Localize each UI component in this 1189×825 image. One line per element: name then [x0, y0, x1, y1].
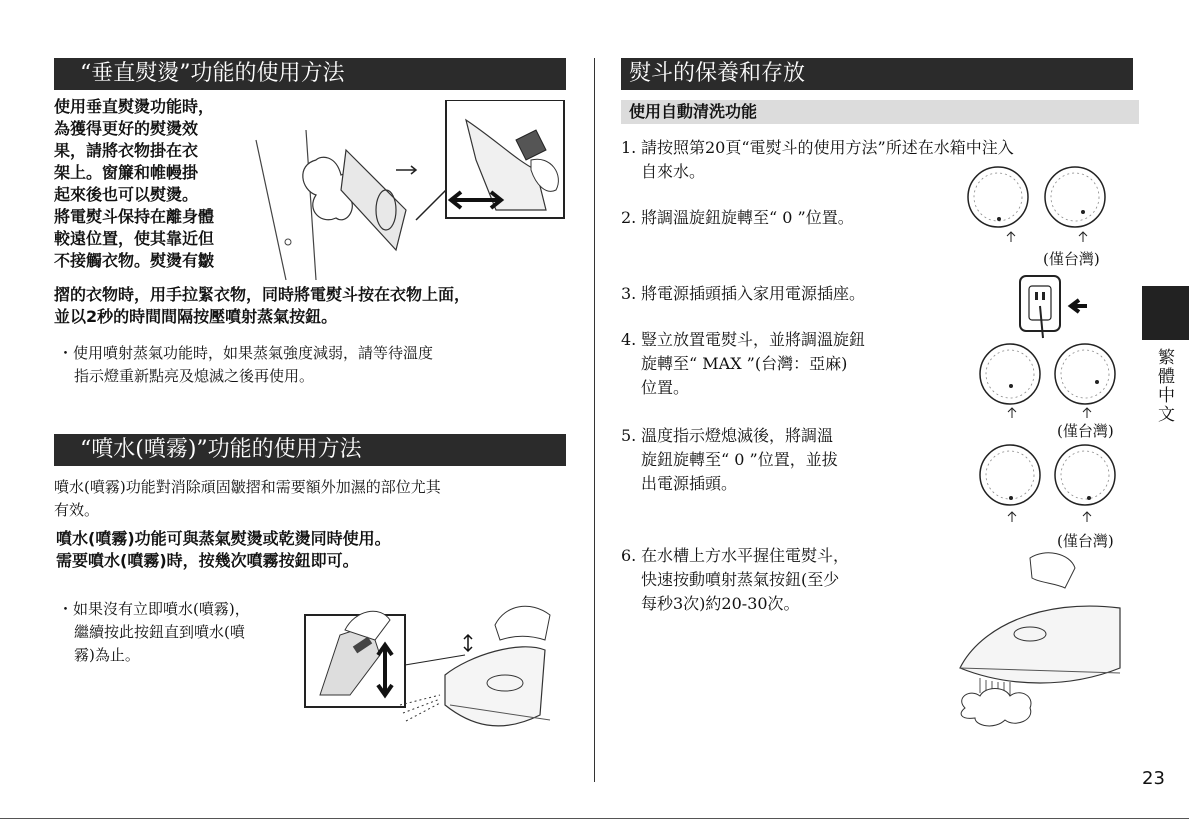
step-text: 在水槽上方水平握住電熨斗， — [641, 546, 850, 565]
instruction-line: 需要噴水(噴霧)時，按幾次噴霧按鈕即可。 — [56, 551, 359, 570]
spray-note — [58, 598, 308, 667]
instruction-line: 摺的衣物時，用手拉緊衣物，同時將電熨斗按在衣物上面， — [54, 285, 471, 304]
step-number: 1. — [621, 138, 637, 157]
sink-cleaning-illustration — [950, 548, 1130, 738]
intro-line: 架上。窗簾和帷幔掛 — [54, 163, 199, 182]
intro-line: 有效。 — [54, 501, 100, 519]
step-6 — [621, 544, 849, 616]
step-number: 3. — [621, 284, 637, 303]
power-socket-illustration — [1015, 272, 1095, 342]
taiwan-only-note: (僅台灣) — [1043, 250, 1100, 268]
intro-line: 為獲得更好的熨燙效 — [54, 119, 199, 138]
step-text: 旋轉至“ MAX ”(台灣：亞麻) — [641, 354, 848, 373]
intro-line: 噴水(噴霧)功能對消除頑固皺摺和需要額外加濕的部位尤其 — [54, 478, 441, 496]
step-number: 5. — [621, 426, 637, 445]
taiwan-only-note: (僅台灣) — [1057, 532, 1114, 550]
step-4 — [621, 328, 865, 400]
intro-line: 使用垂直熨燙功能時， — [54, 97, 215, 116]
step-text: 每秒3次)約20-30次。 — [641, 594, 800, 613]
page-number: 23 — [1142, 768, 1165, 789]
step-text: 請按照第20頁“電熨斗的使用方法”所述在水箱中注入 — [641, 138, 1014, 157]
intro-line: 較遠位置，使其靠近但 — [54, 229, 215, 248]
temperature-dial-pair-1 — [965, 162, 1115, 248]
step-number: 4. — [621, 330, 637, 349]
note-line: ・如果沒有立即噴水(噴霧)， — [58, 600, 250, 618]
left-column — [54, 58, 566, 90]
intro-line: 果，請將衣物掛在衣 — [54, 141, 199, 160]
intro-line: 起來後也可以熨燙。 — [54, 185, 199, 204]
taiwan-only-note: (僅台灣) — [1057, 422, 1114, 440]
step-text: 將調溫旋鈕旋轉至“ 0 ”位置。 — [641, 208, 854, 227]
vertical-ironing-title: “垂直熨燙”功能的使用方法 — [54, 58, 566, 90]
note-line: 霧)為止。 — [74, 646, 140, 664]
instruction-line: 並以2秒的時間間隔按壓噴射蒸氣按鈕。 — [54, 307, 338, 326]
step-3 — [621, 282, 865, 306]
step-number: 6. — [621, 546, 637, 565]
vertical-ironing-intro — [54, 96, 254, 272]
note-line: 繼續按此按鈕直到噴水(噴 — [74, 623, 245, 641]
step-text: 溫度指示燈熄滅後，將調溫 — [641, 426, 834, 445]
step-text: 豎立放置電熨斗，並將調溫旋鈕 — [641, 330, 866, 349]
step-number: 2. — [621, 208, 637, 227]
spray-illustration — [300, 595, 560, 770]
right-column — [621, 58, 1133, 124]
self-clean-subtitle: 使用自動清洗功能 — [621, 100, 1139, 124]
language-tab-label: 繁體中文 — [1154, 348, 1174, 424]
intro-line: 將電熨斗保持在離身體 — [54, 207, 215, 226]
care-storage-title: 熨斗的保養和存放 — [621, 58, 1133, 90]
spray-function-title: “噴水(噴霧)”功能的使用方法 — [54, 434, 566, 466]
step-text: 出電源插頭。 — [641, 474, 738, 493]
vertical-ironing-illustration — [246, 100, 566, 280]
note-line: ・使用噴射蒸氣功能時，如果蒸氣強度減弱，請等待溫度 — [58, 344, 434, 362]
note-line: 指示燈重新點亮及熄滅之後再使用。 — [74, 367, 315, 385]
step-5 — [621, 424, 838, 496]
spray-bold-instructions — [56, 528, 568, 572]
language-tab-marker — [1142, 286, 1189, 340]
vertical-ironing-note — [58, 342, 558, 388]
vertical-ironing-instruction — [54, 284, 566, 328]
temperature-dial-pair-3 — [965, 440, 1125, 526]
bottom-rule — [0, 818, 1189, 819]
step-2 — [621, 206, 854, 230]
spray-intro — [54, 476, 566, 522]
column-divider — [594, 58, 595, 782]
step-text: 將電源插頭插入家用電源插座。 — [641, 284, 866, 303]
spray-section — [54, 434, 566, 466]
instruction-line: 噴水(噴霧)功能可與蒸氣熨燙或乾燙同時使用。 — [56, 529, 391, 548]
step-text: 旋鈕旋轉至“ 0 ”位置，並拔 — [641, 450, 838, 469]
step-text: 快速按動噴射蒸氣按鈕(至少 — [641, 570, 840, 589]
temperature-dial-pair-2 — [965, 336, 1125, 422]
step-text: 位置。 — [641, 378, 690, 397]
step-text: 自來水。 — [641, 162, 706, 181]
intro-line: 不接觸衣物。熨燙有皺 — [54, 251, 215, 270]
